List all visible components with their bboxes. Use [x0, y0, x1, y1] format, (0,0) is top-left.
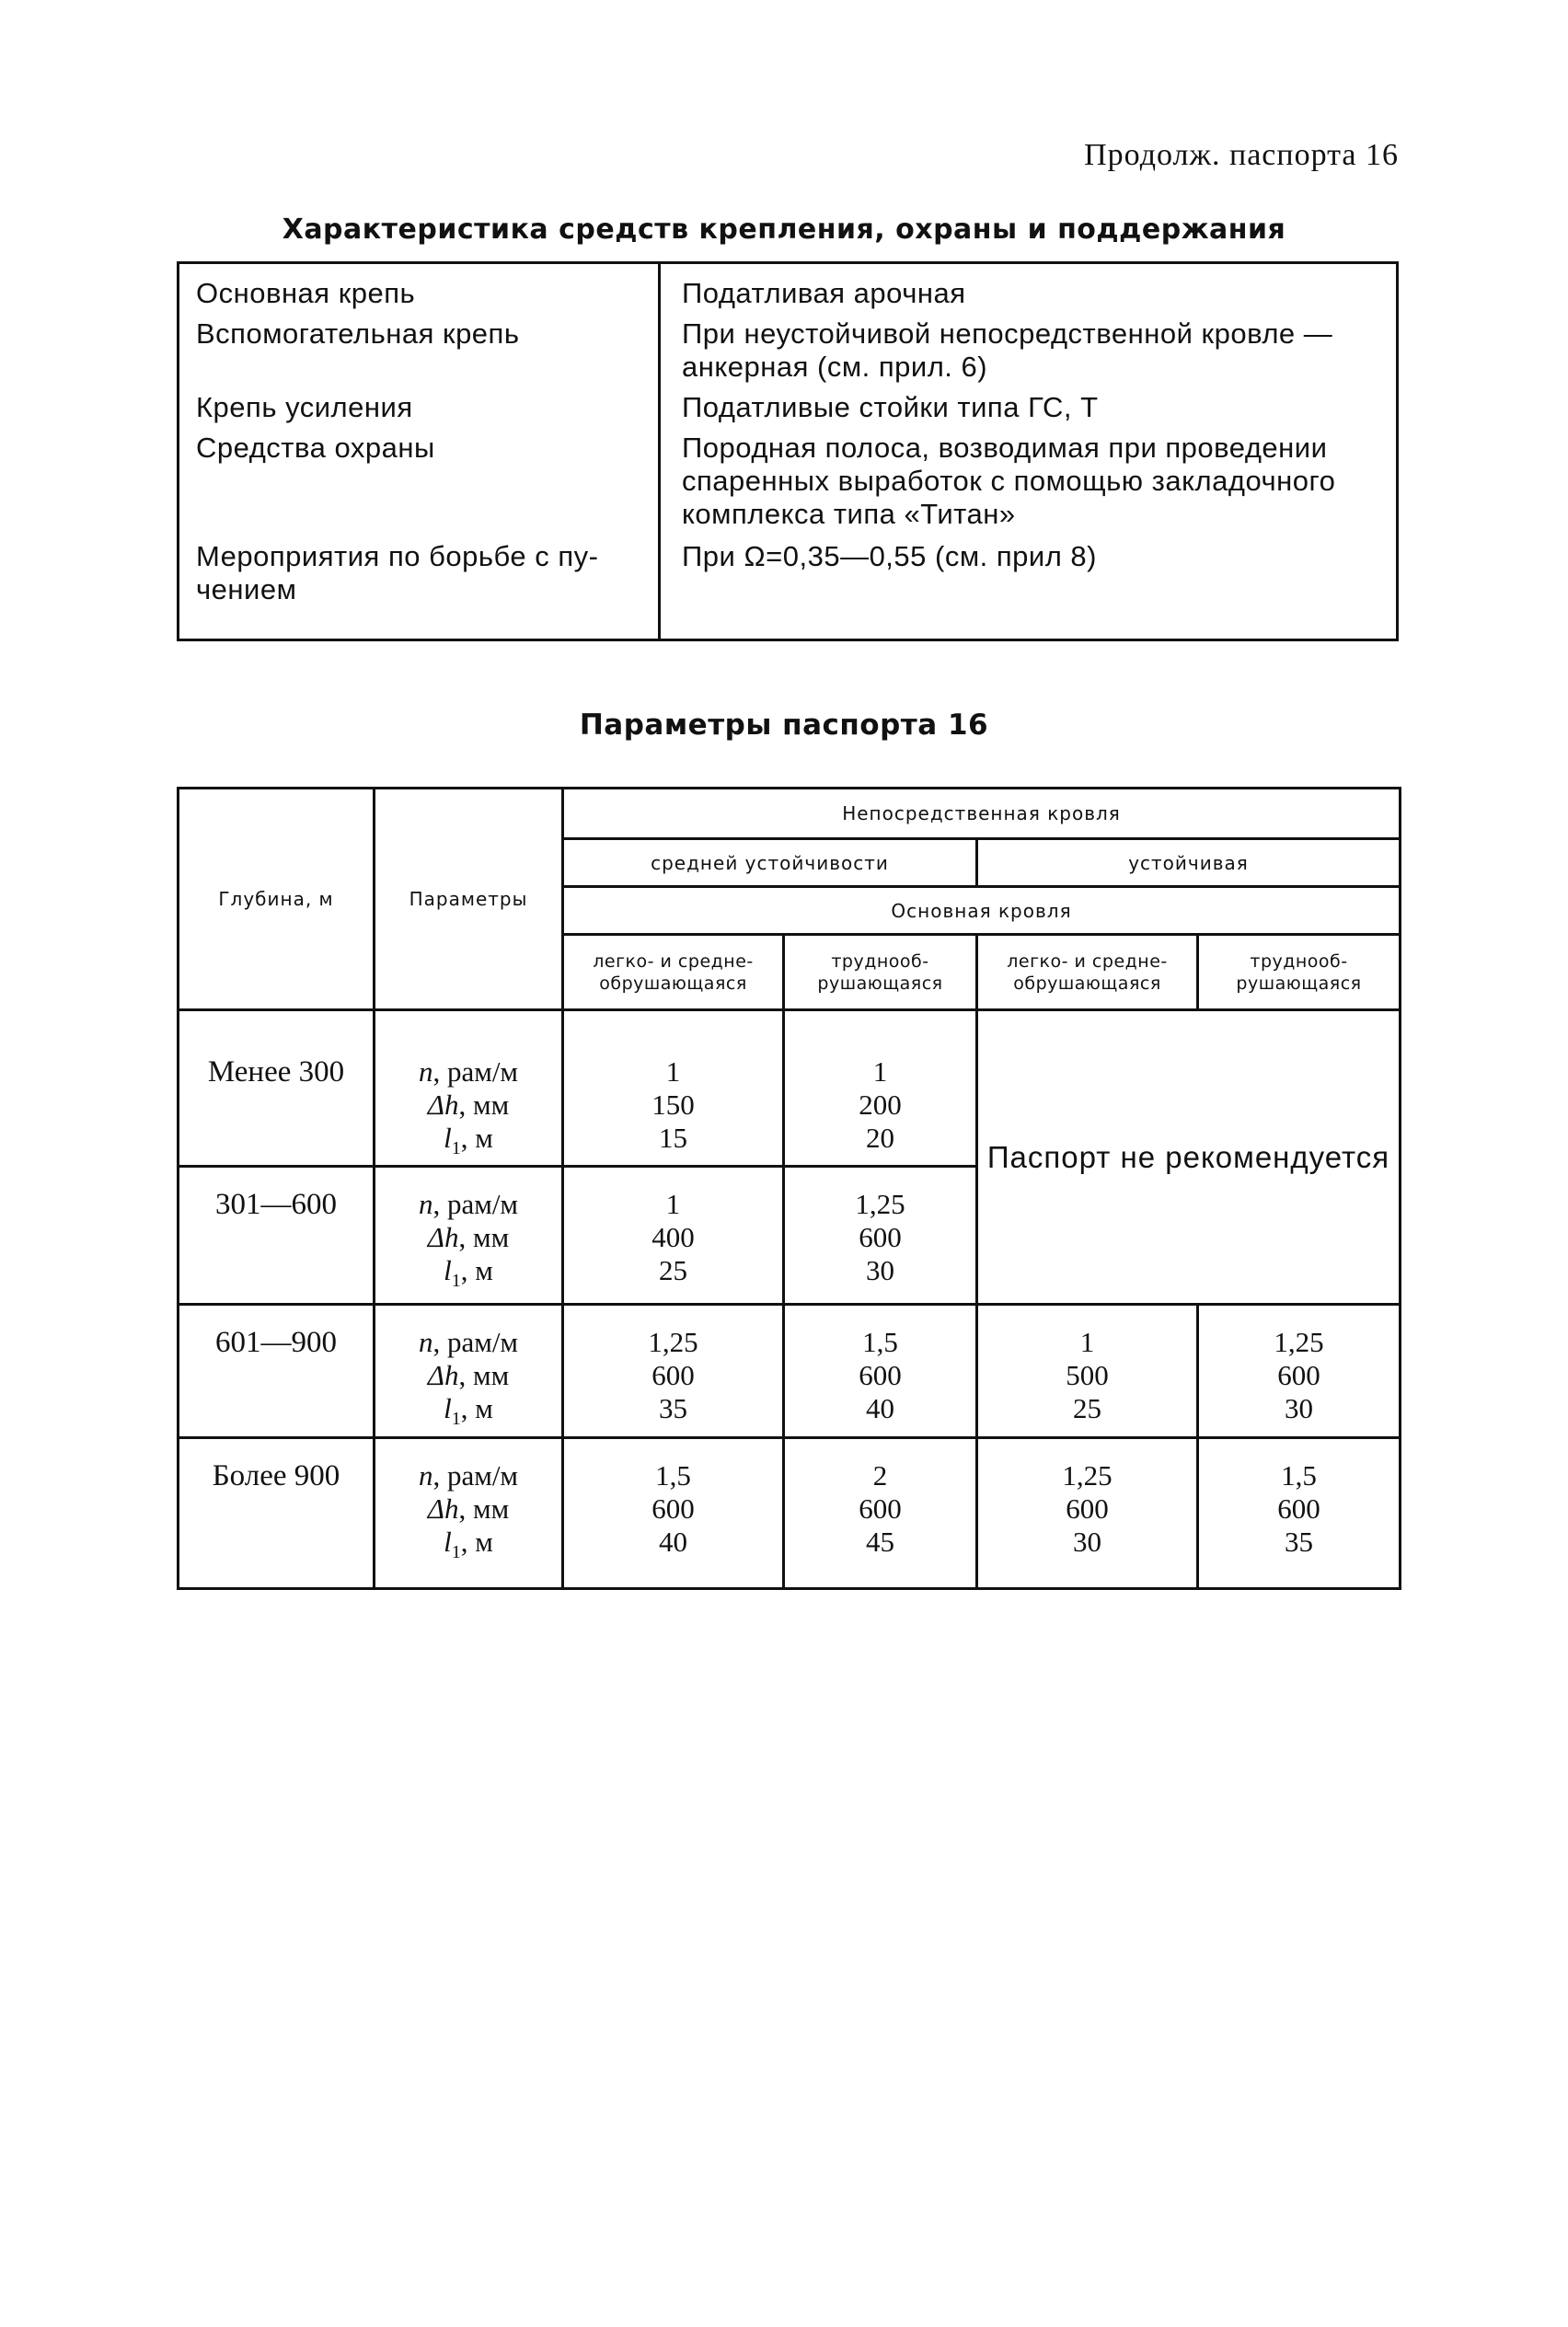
characteristics-table: [177, 261, 1399, 641]
header-depth: Глубина, м: [179, 789, 375, 1010]
value-cell: 1 400 25: [563, 1167, 784, 1305]
value-cell: 1,5 600 35: [1198, 1438, 1401, 1589]
running-head: Продолж. паспорта 16: [1084, 138, 1399, 172]
char-value-protection-line3: комплекса типа «Титан»: [682, 498, 1016, 530]
table-row: [179, 1305, 1401, 1438]
header-sub-4: [1198, 935, 1401, 1010]
parameters-title: Параметры паспорта 16: [579, 708, 989, 742]
value-cell: 1 500 25: [977, 1305, 1198, 1438]
value-cell: 1,5 600 40: [563, 1438, 784, 1589]
char-label-main-support: Основная крепь: [196, 277, 416, 309]
table-row: [179, 1438, 1401, 1589]
characteristics-title: Характеристика средств крепления, охраны и поддержания: [282, 213, 1286, 246]
value-cell: 1,25 600 30: [1198, 1305, 1401, 1438]
value-cell: 2 600 45: [784, 1438, 977, 1589]
depth-cell: 601—900: [179, 1305, 375, 1438]
param-labels: n, рам/м Δh, мм $l_1$, м: [375, 1010, 563, 1167]
param-labels: n, рам/м Δh, мм $l_1$, м: [375, 1438, 563, 1589]
header-main-roof: Основная кровля: [563, 887, 1401, 935]
value-cell: 1,5 600 40: [784, 1305, 977, 1438]
param-labels: n, рам/м Δh, мм $l_1$, м: [375, 1167, 563, 1305]
header-sub-4-line1: труднооб-: [1250, 950, 1348, 972]
depth-cell: Более 900: [179, 1438, 375, 1589]
char-label-heave-line2: чением: [196, 573, 297, 605]
char-value-aux-support-line2: анкерная (см. прил. 6): [682, 351, 988, 383]
char-label-heave-line1: Мероприятия по борьбе с пу-: [196, 540, 599, 572]
value-cell: 1 150 15: [563, 1010, 784, 1167]
header-sub-4-line2: рушающаяся: [1236, 973, 1362, 994]
header-sub-3-line1: легко- и средне-: [1007, 950, 1168, 972]
header-sub-2-line2: рушающаяся: [817, 973, 943, 994]
not-recommended-cell: Паспорт не рекомендуется: [977, 1010, 1401, 1305]
header-stable: устойчивая: [977, 839, 1401, 887]
header-sub-1: [563, 935, 784, 1010]
header-sub-3: [977, 935, 1198, 1010]
char-value-protection-line1: Породная полоса, возводимая при проведении: [682, 432, 1328, 464]
header-immediate-roof: Непосредственная кровля: [563, 789, 1401, 839]
header-sub-1-line2: обрушающаяся: [599, 973, 747, 994]
header-sub-1-line1: легко- и средне-: [593, 950, 754, 972]
char-value-reinforcement: Податливые стойки типа ГС, Т: [682, 391, 1099, 423]
char-label-protection: Средства охраны: [196, 432, 435, 464]
char-label-reinforcement: Крепь усиления: [196, 391, 413, 423]
header-medium-stability: средней устойчивости: [563, 839, 977, 887]
char-value-main-support: Податливая арочная: [682, 277, 966, 309]
header-params: Параметры: [375, 789, 563, 1010]
depth-cell: Менее 300: [179, 1010, 375, 1167]
param-labels: n, рам/м Δh, мм $l_1$, м: [375, 1305, 563, 1438]
value-cell: 1 200 20: [784, 1010, 977, 1167]
value-cell: 1,25 600 35: [563, 1305, 784, 1438]
char-label-aux-support: Вспомогательная крепь: [196, 317, 520, 350]
parameters-table: [177, 787, 1401, 1590]
char-value-protection-line2: спаренных выработок с помощью закладочного: [682, 465, 1336, 497]
header-sub-3-line2: обрушающаяся: [1013, 973, 1161, 994]
char-value-aux-support-line1: При неустойчивой непосредственной кровле —: [682, 317, 1333, 350]
table-row: [179, 1010, 1401, 1167]
header-sub-2: [784, 935, 977, 1010]
value-cell: 1,25 600 30: [977, 1438, 1198, 1589]
column-divider: [658, 264, 661, 639]
depth-cell: 301—600: [179, 1167, 375, 1305]
value-cell: 1,25 600 30: [784, 1167, 977, 1305]
header-sub-2-line1: труднооб-: [831, 950, 929, 972]
char-value-heave: При Ω=0,35—0,55 (см. прил 8): [682, 540, 1097, 572]
